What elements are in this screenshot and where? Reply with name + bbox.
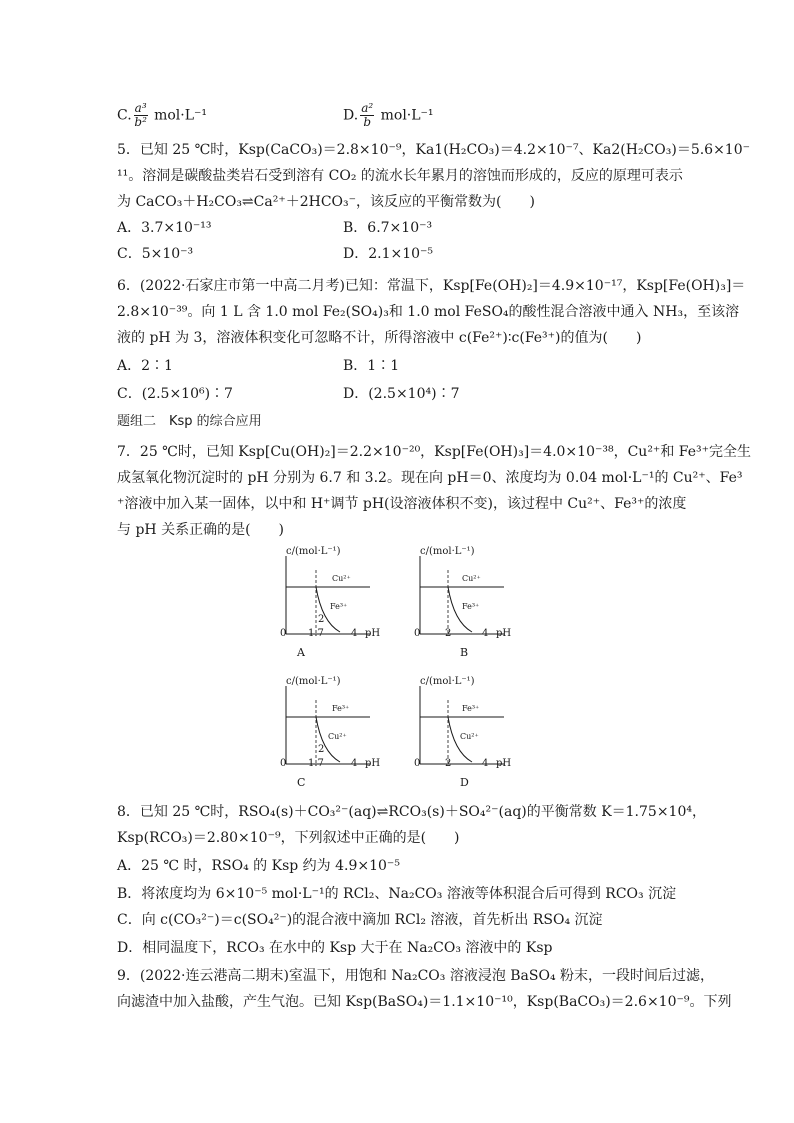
q8-option-c: C．向 c(CO₃²⁻)＝c(SO₄²⁻)的混合液中滴加 RCl₂ 溶液，首先析出 RSO₄ 沉淀	[117, 912, 603, 928]
q6-option-b: B．1∶1	[343, 358, 400, 374]
q4-option-d	[343, 102, 434, 129]
q6-option-c: C．(2.5×10⁶)∶7	[117, 386, 233, 402]
graph-d-caption: D	[460, 776, 469, 789]
graph-c-fe-label: Fe³⁺	[332, 704, 350, 713]
graph-a-xlabel: pH	[365, 628, 381, 639]
q6-option-d: D．(2.5×10⁴)∶7	[343, 386, 460, 402]
q5-option-d: D．2.1×10⁻⁵	[343, 246, 434, 262]
q4-d-denominator: b	[363, 115, 372, 129]
graph-b-origin: 0	[414, 628, 421, 639]
graph-b-xlabel: pH	[496, 628, 512, 639]
graph-d-tick-2: 2	[445, 758, 452, 769]
q5-stem-line1: 5．已知 25 ℃时，Ksp(CaCO₃)＝2.8×10⁻⁹，Ka1(H₂CO₃)＝4.2×10⁻⁷、Ka2(H₂CO₃)＝5.6×10⁻	[117, 142, 751, 158]
graph-c-caption: C	[297, 776, 306, 789]
q7-stem-line3: ⁺溶液中加入某一固体，以中和 H⁺调节 pH(设溶液体积不变)，该过程中 Cu²⁺、Fe³⁺的浓度	[117, 496, 687, 512]
q4-d-unit: mol·L⁻¹	[380, 107, 434, 124]
q4-c-numerator: a³	[134, 101, 147, 115]
q5-stem-line2: ¹¹。溶洞是碳酸盐类岩石受到溶有 CO₂ 的流水长年累月的溶蚀而形成的，反应的原理可表示	[117, 168, 683, 184]
q8-option-a: A．25 ℃ 时，RSO₄ 的 Ksp 约为 4.9×10⁻⁵	[117, 858, 400, 874]
q4-c-unit: mol·L⁻¹	[154, 107, 208, 124]
graph-a-ylabel: c/(mol·L⁻¹)	[286, 546, 341, 557]
section-heading: 题组二 Ksp 的综合应用	[117, 414, 262, 429]
q8-stem-line1: 8．已知 25 ℃时，RSO₄(s)＋CO₃²⁻(aq)⇌RCO₃(s)＋SO₄²⁻(aq)的平衡常数 K＝1.75×10⁴，	[117, 804, 706, 820]
graph-b-cu-label: Cu²⁺	[462, 574, 481, 583]
q8-stem-line2: Ksp(RCO₃)＝2.80×10⁻⁹，下列叙述中正确的是( )	[117, 830, 460, 846]
q6-stem-line3: 液的 pH 为 3，溶液体积变化可忽略不计，所得溶液中 c(Fe²⁺)∶c(Fe³⁺)的值为( )	[117, 330, 642, 346]
q9-stem-line2: 向滤渣中加入盐酸，产生气泡。已知 Ksp(BaSO₄)＝1.1×10⁻¹⁰，Ksp(BaCO₃)＝2.6×10⁻⁹。下列	[117, 994, 732, 1010]
graph-a-cu-label: Cu²⁺	[332, 574, 351, 583]
q5-option-b: B．6.7×10⁻³	[343, 220, 433, 236]
graph-d-ylabel: c/(mol·L⁻¹)	[420, 676, 475, 687]
q4-option-d-label: D.	[343, 107, 359, 124]
q4-d-numerator: a²	[361, 101, 374, 115]
q4-option-c	[117, 102, 207, 129]
graph-c-origin: 0	[280, 758, 287, 769]
graph-d-svg	[404, 676, 644, 801]
graph-b-caption: B	[460, 646, 469, 659]
graph-b-ylabel: c/(mol·L⁻¹)	[420, 546, 475, 557]
graph-c-tick-4-label: 4	[351, 758, 358, 769]
graph-a-label-2: 2	[318, 614, 325, 625]
q4-option-c-fraction	[134, 102, 148, 129]
graph-a-origin: 0	[280, 628, 287, 639]
graph-d-fe-label: Fe³⁺	[462, 704, 480, 713]
q8-option-b: B．将浓度均为 6×10⁻⁵ mol·L⁻¹的 RCl₂、Na₂CO₃ 溶液等体积混合后可得到 RCO₃ 沉淀	[117, 886, 677, 902]
graph-b-fe-label: Fe³⁺	[462, 602, 480, 611]
graph-c-label-2: 2	[318, 744, 325, 755]
q5-stem-line3: 为 CaCO₃＋H₂CO₃⇌Ca²⁺＋2HCO₃⁻，该反应的平衡常数为( )	[117, 194, 535, 210]
graph-c-ylabel: c/(mol·L⁻¹)	[286, 676, 341, 687]
graph-c-cu-label: Cu²⁺	[328, 732, 347, 741]
graph-d-tick-4-label: 4	[482, 758, 489, 769]
graph-b-svg	[404, 546, 644, 671]
q9-stem-line1: 9．(2022·连云港高二期末)室温下，用饱和 Na₂CO₃ 溶液浸泡 BaSO₄ 粉末，一段时间后过滤，	[117, 968, 715, 984]
q7-stem-line4: 与 pH 关系正确的是( )	[117, 522, 284, 538]
q4-option-d-fraction	[360, 102, 374, 129]
graph-b-tick-4-label: 4	[482, 628, 489, 639]
q7-stem-line2: 成氢氧化物沉淀时的 pH 分别为 6.7 和 3.2。现在向 pH＝0、浓度均为 0.04 mol·L⁻¹的 Cu²⁺、Fe³	[117, 470, 743, 486]
q8-option-d: D．相同温度下，RCO₃ 在水中的 Ksp 大于在 Na₂CO₃ 溶液中的 Ksp	[117, 940, 553, 956]
q5-option-c: C．5×10⁻³	[117, 246, 194, 262]
graph-b-tick-2: 2	[445, 628, 452, 639]
graph-a-caption: A	[297, 646, 305, 659]
q6-stem-line2: 2.8×10⁻³⁹。向 1 L 含 1.0 mol Fe₂(SO₄)₃和 1.0 mol FeSO₄的酸性混合溶液中通入 NH₃，至该溶	[117, 304, 740, 320]
q5-option-a: A．3.7×10⁻¹³	[117, 220, 212, 236]
graph-a-tick-1-7: 1.7	[308, 628, 324, 639]
graph-d-cu-label: Cu²⁺	[460, 732, 479, 741]
q6-stem-line1: 6．(2022·石家庄市第一中高二月考)已知：常温下，Ksp[Fe(OH)₂]＝4.9×10⁻¹⁷，Ksp[Fe(OH)₃]＝	[117, 278, 746, 294]
q7-stem-line1: 7．25 ℃时，已知 Ksp[Cu(OH)₂]＝2.2×10⁻²⁰，Ksp[Fe(OH)₃]＝4.0×10⁻³⁸，Cu²⁺和 Fe³⁺完全生	[117, 444, 752, 460]
q6-option-a: A．2∶1	[117, 358, 173, 374]
graph-d-xlabel: pH	[496, 758, 512, 769]
graph-b	[404, 546, 644, 671]
graph-d	[404, 676, 644, 801]
q4-option-c-label: C.	[117, 107, 132, 124]
graph-a-fe-label: Fe³⁺	[330, 602, 348, 611]
graph-d-origin: 0	[414, 758, 421, 769]
q4-c-denominator: b²	[134, 115, 147, 129]
graph-c-tick-1-7: 1.7	[308, 758, 324, 769]
graph-a-tick-4-label: 4	[351, 628, 358, 639]
graph-c-xlabel: pH	[365, 758, 381, 769]
